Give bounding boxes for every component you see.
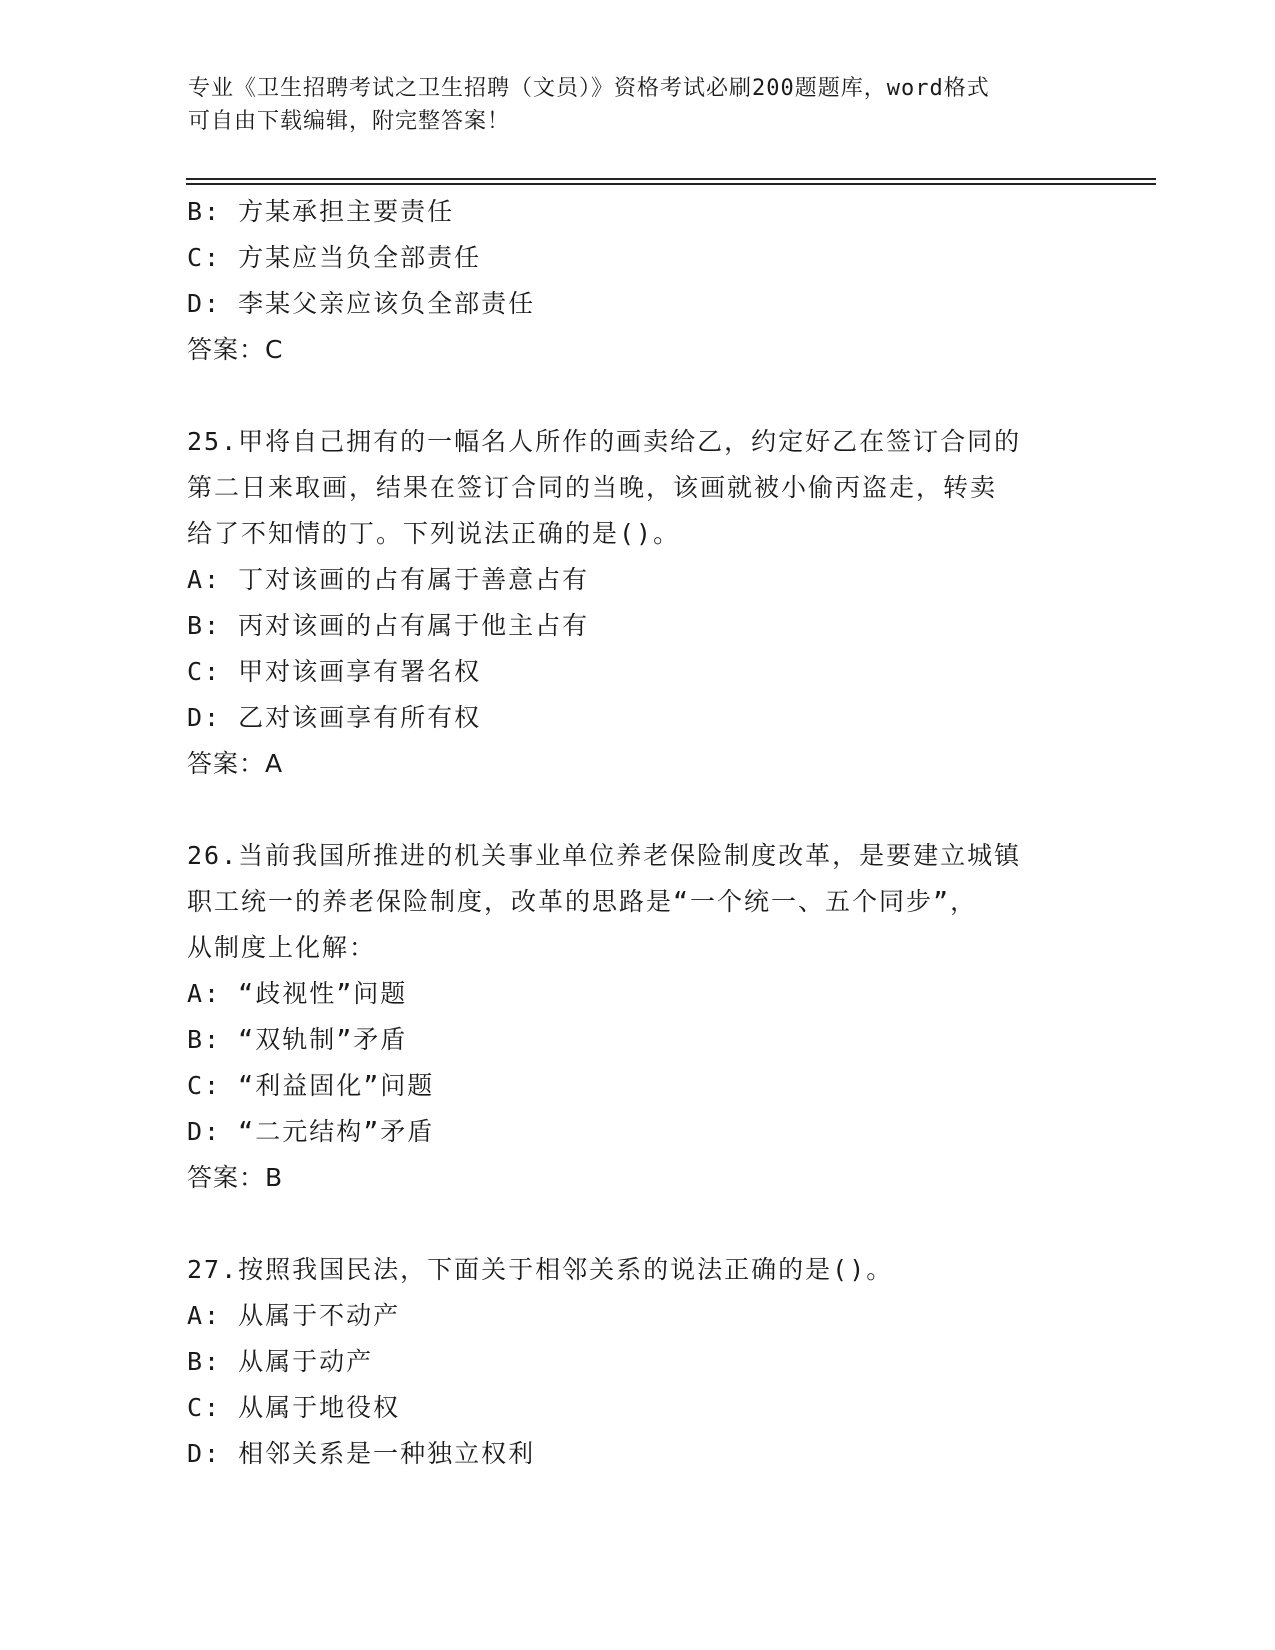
option-a: A: 丁对该画的占有属于善意占有 [187,565,590,594]
spacer [187,787,1087,833]
option-d: D: 乙对该画享有所有权 [187,703,482,732]
document-header [188,72,1088,138]
question-stem-line: 26.当前我国所推进的机关事业单位养老保险制度改革，是要建立城镇 [187,841,1022,870]
spacer [187,1201,1087,1247]
option-c: C: 甲对该画享有署名权 [187,657,482,686]
answer: 答案：A [187,749,284,778]
question-stem-line: 给了不知情的丁。下列说法正确的是()。 [187,519,681,548]
option-b: B: 从属于动产 [187,1347,374,1376]
option-b: B: 方某承担主要责任 [187,197,455,226]
question-stem-line: 27.按照我国民法，下面关于相邻关系的说法正确的是()。 [187,1255,894,1284]
option-c: C: 方某应当负全部责任 [187,243,482,272]
question-stem-line: 25.甲将自己拥有的一幅名人所作的画卖给乙，约定好乙在签订合同的 [187,427,1022,456]
option-c: C: 从属于地役权 [187,1393,401,1422]
header-divider-top [186,178,1156,180]
answer: 答案：C [187,335,284,364]
question-stem-line: 职工统一的养老保险制度，改革的思路是“一个统一、五个同步”， [187,887,978,916]
question-24-continued [187,189,1087,373]
option-b: B: “双轨制”矛盾 [187,1025,408,1054]
question-25 [187,419,1087,787]
option-a: A: 从属于不动产 [187,1301,401,1330]
option-d: D: 相邻关系是一种独立权利 [187,1439,536,1468]
header-divider-bottom [186,183,1156,185]
option-b: B: 丙对该画的占有属于他主占有 [187,611,590,640]
question-stem-line: 从制度上化解： [187,933,377,962]
header-line-1: 专业《卫生招聘考试之卫生招聘（文员）》资格考试必刷200题题库，word格式 [188,76,990,101]
option-a: A: “歧视性”问题 [187,979,408,1008]
question-stem-line: 第二日来取画，结果在签订合同的当晚，该画就被小偷丙盗走，转卖 [187,473,998,502]
header-line-2: 可自由下载编辑，附完整答案！ [188,109,511,134]
option-d: D: “二元结构”矛盾 [187,1117,435,1146]
answer: 答案：B [187,1163,284,1192]
question-26 [187,833,1087,1201]
option-c: C: “利益固化”问题 [187,1071,435,1100]
option-d: D: 李某父亲应该负全部责任 [187,289,536,318]
document-body [187,189,1087,1477]
spacer [187,373,1087,419]
question-27 [187,1247,1087,1477]
